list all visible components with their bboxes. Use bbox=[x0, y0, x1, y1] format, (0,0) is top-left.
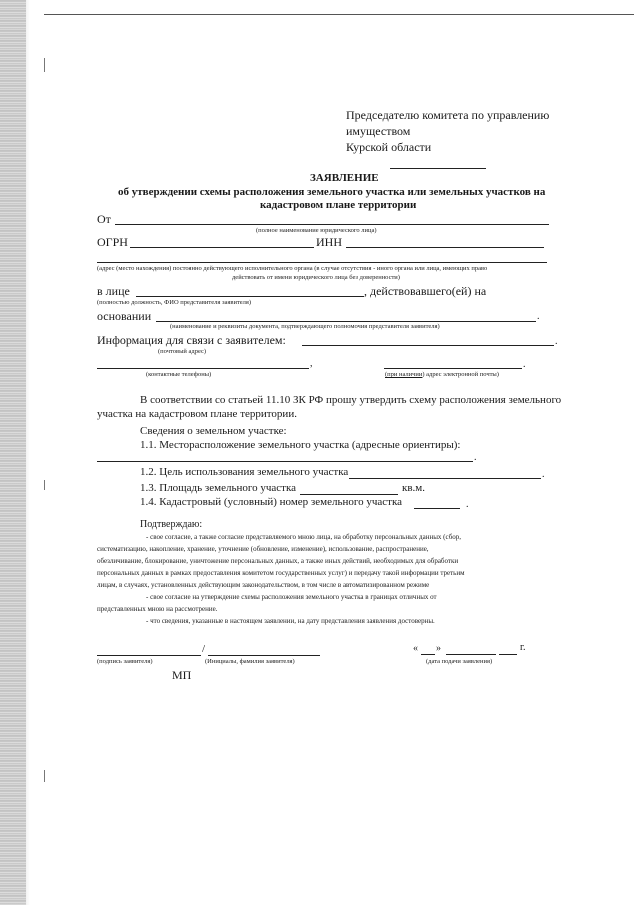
document-subtitle-1: об утверждении схемы расположения земельного участка или земельных участков на bbox=[118, 186, 546, 198]
confirm-p1-line-2: систематизацию, накопление, хранение, уточнение (обновление, изменение), использование, распространение, bbox=[97, 545, 429, 553]
email-hint bbox=[385, 371, 499, 378]
email-field[interactable] bbox=[384, 368, 522, 369]
parcel-item-3: 1.3. Площадь земельного участка bbox=[140, 482, 297, 494]
postal-address-field[interactable] bbox=[302, 345, 554, 346]
parcel-item-4: 1.4. Кадастровый (условный) номер земельного участка bbox=[140, 496, 403, 508]
basis-label: основании bbox=[97, 309, 152, 323]
person-hint: (полностью должность, ФИО представителя заявителя) bbox=[97, 299, 252, 306]
email-period: . bbox=[523, 359, 526, 370]
phones-field[interactable] bbox=[97, 368, 309, 369]
person-label: в лице bbox=[97, 284, 130, 298]
confirm-p3: - что сведения, указанные в настоящем заявлении, на дату представления заявления достоверны. bbox=[146, 617, 435, 625]
person-field[interactable] bbox=[136, 296, 364, 297]
request-line-2: участка на кадастровом плане территории. bbox=[97, 408, 297, 420]
date-month-field[interactable] bbox=[446, 654, 496, 655]
date-year-field[interactable] bbox=[499, 654, 517, 655]
addressee-underline bbox=[390, 168, 486, 169]
stamp-mark: МП bbox=[172, 668, 192, 682]
scan-edge-artifact bbox=[0, 0, 30, 905]
signature-slash: / bbox=[202, 643, 206, 655]
confirm-p1-line-3: обезличивание, блокирование, уничтожение персональных данных, а также иных действий, необходимых для обработки bbox=[97, 557, 459, 565]
signature-field[interactable] bbox=[97, 655, 201, 656]
inn-label: ИНН bbox=[316, 235, 342, 249]
document-title: ЗАЯВЛЕНИЕ bbox=[310, 172, 379, 184]
parcel-area-unit: кв.м. bbox=[402, 482, 425, 494]
confirm-p1-line-5: лицам, в случаях, установленных действующим законодательством, в том числе в автоматизированном режиме bbox=[97, 581, 430, 589]
phones-hint: (контактные телефоны) bbox=[146, 371, 212, 378]
ogrn-field[interactable] bbox=[130, 247, 314, 248]
postal-hint: (почтовый адрес) bbox=[158, 348, 207, 355]
date-close-quote: » bbox=[436, 643, 441, 654]
initials-hint: (Инициалы, фамилия заявителя) bbox=[205, 658, 295, 665]
parcel-heading: Сведения о земельном участке: bbox=[140, 425, 287, 437]
top-border-line bbox=[44, 14, 634, 15]
confirm-p2-line-2: представленных мною на рассмотрение. bbox=[97, 605, 218, 613]
parcel-purpose-field[interactable] bbox=[349, 478, 541, 479]
confirm-p2-line-1: - свое согласие на утверждение схемы расположения земельного участка в границах отличных от bbox=[146, 593, 437, 601]
parcel-cadastral-period: . bbox=[466, 499, 469, 510]
addressee-line-2: имуществом bbox=[346, 124, 411, 138]
basis-period: . bbox=[537, 311, 540, 322]
date-day-field[interactable] bbox=[421, 654, 435, 655]
contact-label: Информация для связи с заявителем: bbox=[97, 333, 286, 347]
phones-comma: , bbox=[310, 358, 313, 369]
basis-field[interactable] bbox=[156, 321, 536, 322]
document-subtitle-2: кадастровом плане территории bbox=[260, 199, 417, 211]
request-line-1: В соответствии со статьей 11.10 ЗК РФ прошу утвердить схему расположения земельного bbox=[140, 394, 562, 406]
address-field[interactable] bbox=[97, 262, 547, 263]
from-label: От bbox=[97, 212, 111, 226]
from-field[interactable] bbox=[115, 224, 549, 225]
parcel-cadastral-field[interactable] bbox=[414, 508, 460, 509]
inn-field[interactable] bbox=[346, 247, 544, 248]
initials-field[interactable] bbox=[208, 655, 320, 656]
parcel-area-field[interactable] bbox=[300, 494, 398, 495]
date-open-quote: « bbox=[413, 643, 418, 654]
margin-mark bbox=[44, 480, 45, 490]
margin-mark bbox=[44, 58, 45, 72]
confirm-p1-line-1: - свое согласие, а также согласие представляемого мною лица, на обработку персональных данных (сбор, bbox=[146, 533, 462, 541]
email-hint-prefix: (при наличии bbox=[385, 371, 423, 378]
address-hint-1: (адрес (место нахождения) постоянно действующего исполнительного органа (в случае отсутствия - иного органа или лица, имеющих право bbox=[97, 265, 488, 272]
signature-hint: (подпись заявителя) bbox=[97, 658, 153, 665]
margin-mark bbox=[44, 770, 45, 782]
addressee-line-3: Курской области bbox=[346, 140, 432, 154]
parcel-item-1: 1.1. Месторасположение земельного участка (адресные ориентиры): bbox=[140, 439, 461, 451]
date-hint: (дата подачи заявления) bbox=[426, 658, 493, 665]
parcel-item-2: 1.2. Цель использования земельного участка bbox=[140, 466, 349, 478]
from-hint: (полное наименование юридического лица) bbox=[256, 227, 377, 234]
address-hint-2: действовать от имени юридического лица без доверенности) bbox=[232, 274, 400, 281]
date-year-suffix: г. bbox=[520, 642, 526, 653]
parcel-location-field[interactable] bbox=[97, 461, 473, 462]
confirm-heading: Подтверждаю: bbox=[140, 519, 203, 530]
parcel-location-period: . bbox=[474, 452, 477, 463]
parcel-purpose-period: . bbox=[542, 469, 545, 480]
confirm-p1-line-4: персональных данных в рамках предоставления комитетом государственных услуг) и передачу такой информации третьим bbox=[97, 569, 465, 577]
ogrn-label: ОГРН bbox=[97, 235, 128, 249]
acting-label: , действовавшего(ей) на bbox=[364, 284, 487, 298]
basis-hint: (наименование и реквизиты документа, подтверждающего полномочия представителя заявителя) bbox=[170, 323, 440, 330]
addressee-line-1: Председателю комитета по управлению bbox=[346, 108, 550, 122]
postal-period: . bbox=[555, 336, 558, 347]
email-hint-rest: ) адрес электронной почты) bbox=[422, 371, 499, 378]
